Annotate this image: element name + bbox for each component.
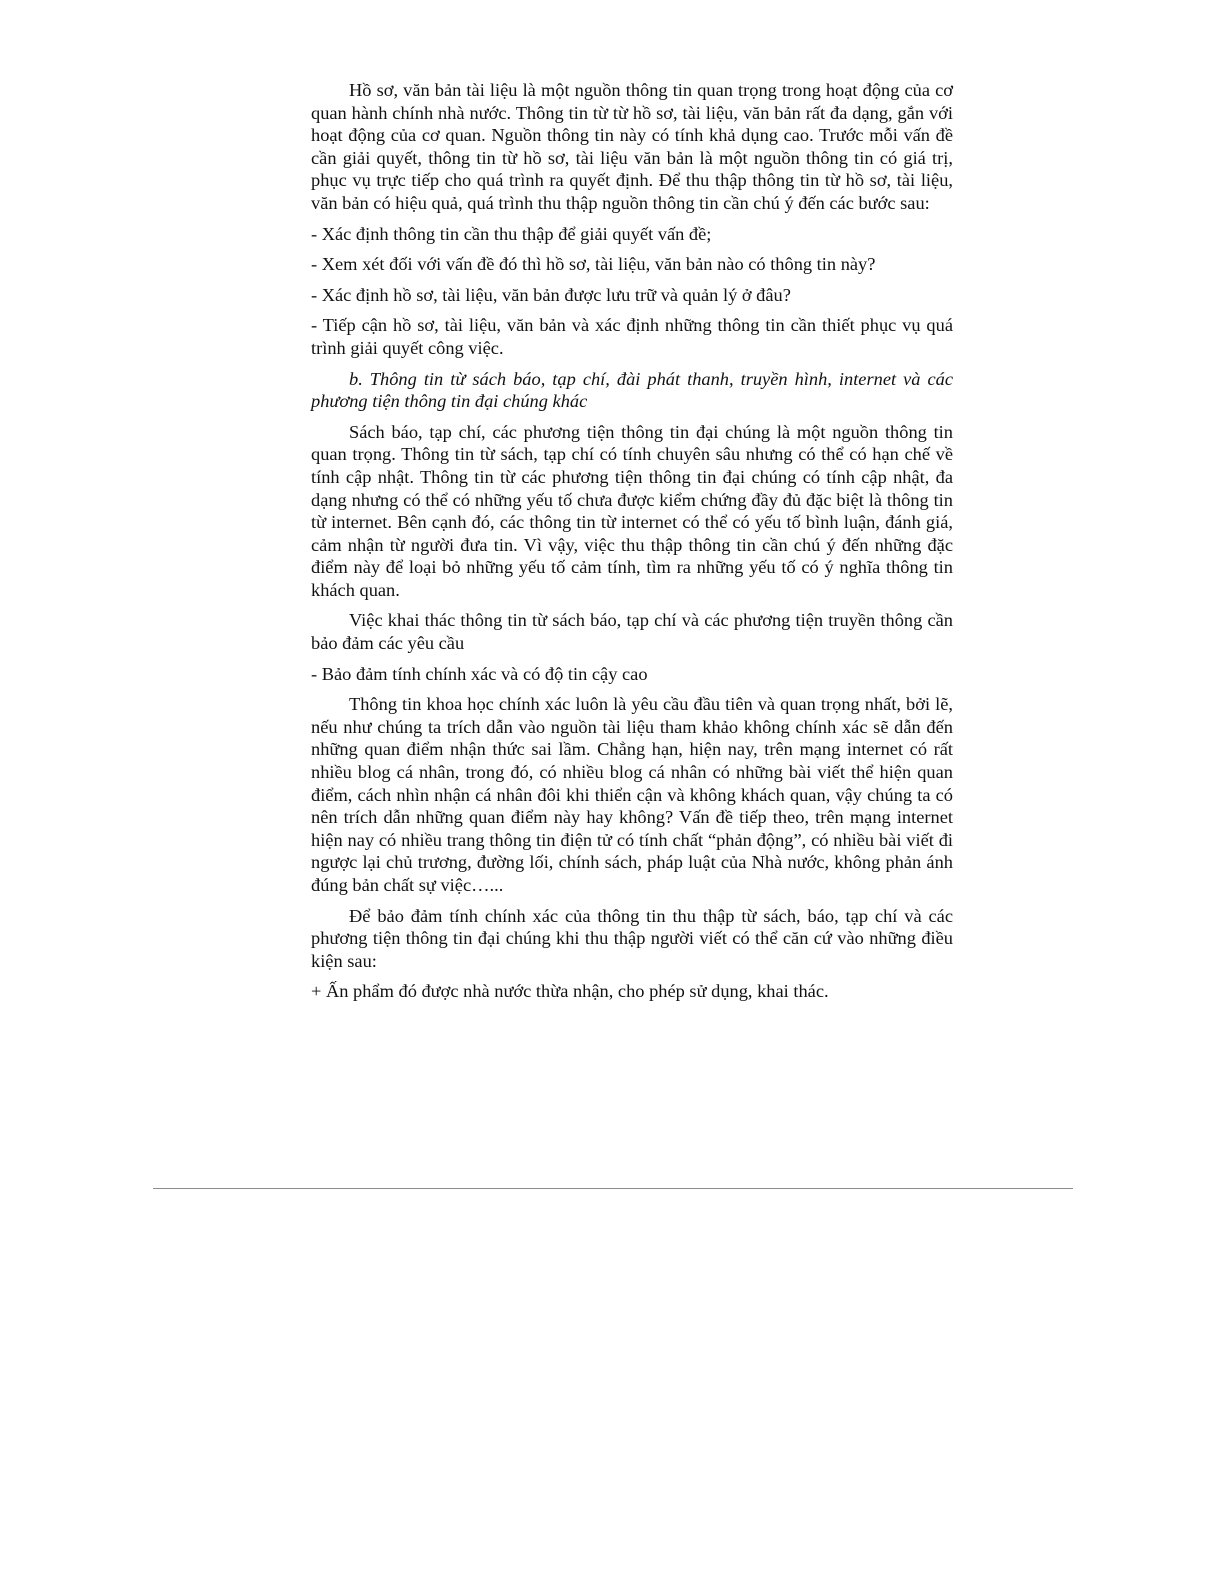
- paragraph-media-sources: Sách báo, tạp chí, các phương tiện thông tin đại chúng là một nguồn thông tin quan trọng. Thông tin từ sách, tạp chí có tính chuyên sâu nhưng có thể có hạn chế về tính cập nhật. Thông tin từ các phương tiện thông tin đại chúng có tính cập nhật, đa dạng nhưng có thể có những yếu tố chưa được kiểm chứng đầy đủ đặc biệt là thông tin từ internet. Bên cạnh đó, các thông tin từ internet có thể có yếu tố bình luận, đánh giá, cảm nhận từ người đưa tin. Vì vậy, việc thu thập thông tin cần chú ý đến những đặc điểm này để loại bỏ những yếu tố cảm tính, tìm ra những yếu tố có ý nghĩa thông tin khách quan.: [311, 421, 953, 600]
- section-heading-media-sources: b. Thông tin từ sách báo, tạp chí, đài phát thanh, truyền hình, internet và các phương tiện thông tin đại chúng khác: [311, 368, 953, 412]
- paragraph-accuracy-conditions: Để bảo đảm tính chính xác của thông tin thu thập từ sách, báo, tạp chí và các phương tiện thông tin đại chúng khi thu thập người viết có thể căn cứ vào những điều kiện sau:: [311, 905, 953, 971]
- list-item-publication-approved: + Ấn phẩm đó được nhà nước thừa nhận, cho phép sử dụng, khai thác.: [311, 981, 829, 1002]
- document-body: [311, 79, 953, 1003]
- paragraph-records-source: Hồ sơ, văn bản tài liệu là một nguồn thông tin quan trọng trong hoạt động của cơ quan hành chính nhà nước. Thông tin từ từ hồ sơ, tài liệu, văn bản rất đa dạng, gắn với hoạt động của cơ quan. Nguồn thông tin này có tính khả dụng cao. Trước mỗi vấn đề cần giải quyết, thông tin từ hồ sơ, tài liệu văn bản là một nguồn thông tin có giá trị, phục vụ trực tiếp cho quá trình ra quyết định. Để thu thập thông tin từ hồ sơ, tài liệu, văn bản có hiệu quả, quá trình thu thập nguồn thông tin cần chú ý đến các bước sau:: [311, 80, 953, 213]
- list-item-locate-records: - Xác định hồ sơ, tài liệu, văn bản được lưu trữ và quản lý ở đâu?: [311, 284, 791, 305]
- paragraph-scientific-accuracy: Thông tin khoa học chính xác luôn là yêu cầu đầu tiên và quan trọng nhất, bởi lẽ, nếu như chúng ta trích dẫn vào nguồn tài liệu tham khảo không chính xác sẽ dẫn đến những quan điểm nhận thức sai lầm. Chẳng hạn, hiện nay, trên mạng internet có rất nhiều blog cá nhân, trong đó, có nhiều blog cá nhân có những bài viết thể hiện quan điểm, cách nhìn nhận cá nhân đôi khi thiển cận và không khách quan, vậy chúng ta có nên trích dẫn những quan điểm này hay không? Vấn đề tiếp theo, trên mạng internet hiện nay có nhiều trang thông tin điện tử có tính chất “phản động”, có nhiều bài viết đi ngược lại chủ trương, đường lối, chính sách, pháp luật của Nhà nước, không phản ánh đúng bản chất sự việc…...: [311, 694, 953, 895]
- list-item-review-records: - Xem xét đối với vấn đề đó thì hồ sơ, tài liệu, văn bản nào có thông tin này?: [311, 254, 876, 275]
- list-item-access-records: - Tiếp cận hồ sơ, tài liệu, văn bản và xác định những thông tin cần thiết phục vụ quá trình giải quyết công việc.: [311, 315, 953, 358]
- list-item-identify-info: - Xác định thông tin cần thu thập để giải quyết vấn đề;: [311, 223, 712, 244]
- page-divider: [153, 1188, 1073, 1189]
- paragraph-media-requirements: Việc khai thác thông tin từ sách báo, tạp chí và các phương tiện truyền thông cần bảo đảm các yêu cầu: [311, 610, 953, 654]
- list-item-accuracy: - Bảo đảm tính chính xác và có độ tin cậy cao: [311, 663, 648, 684]
